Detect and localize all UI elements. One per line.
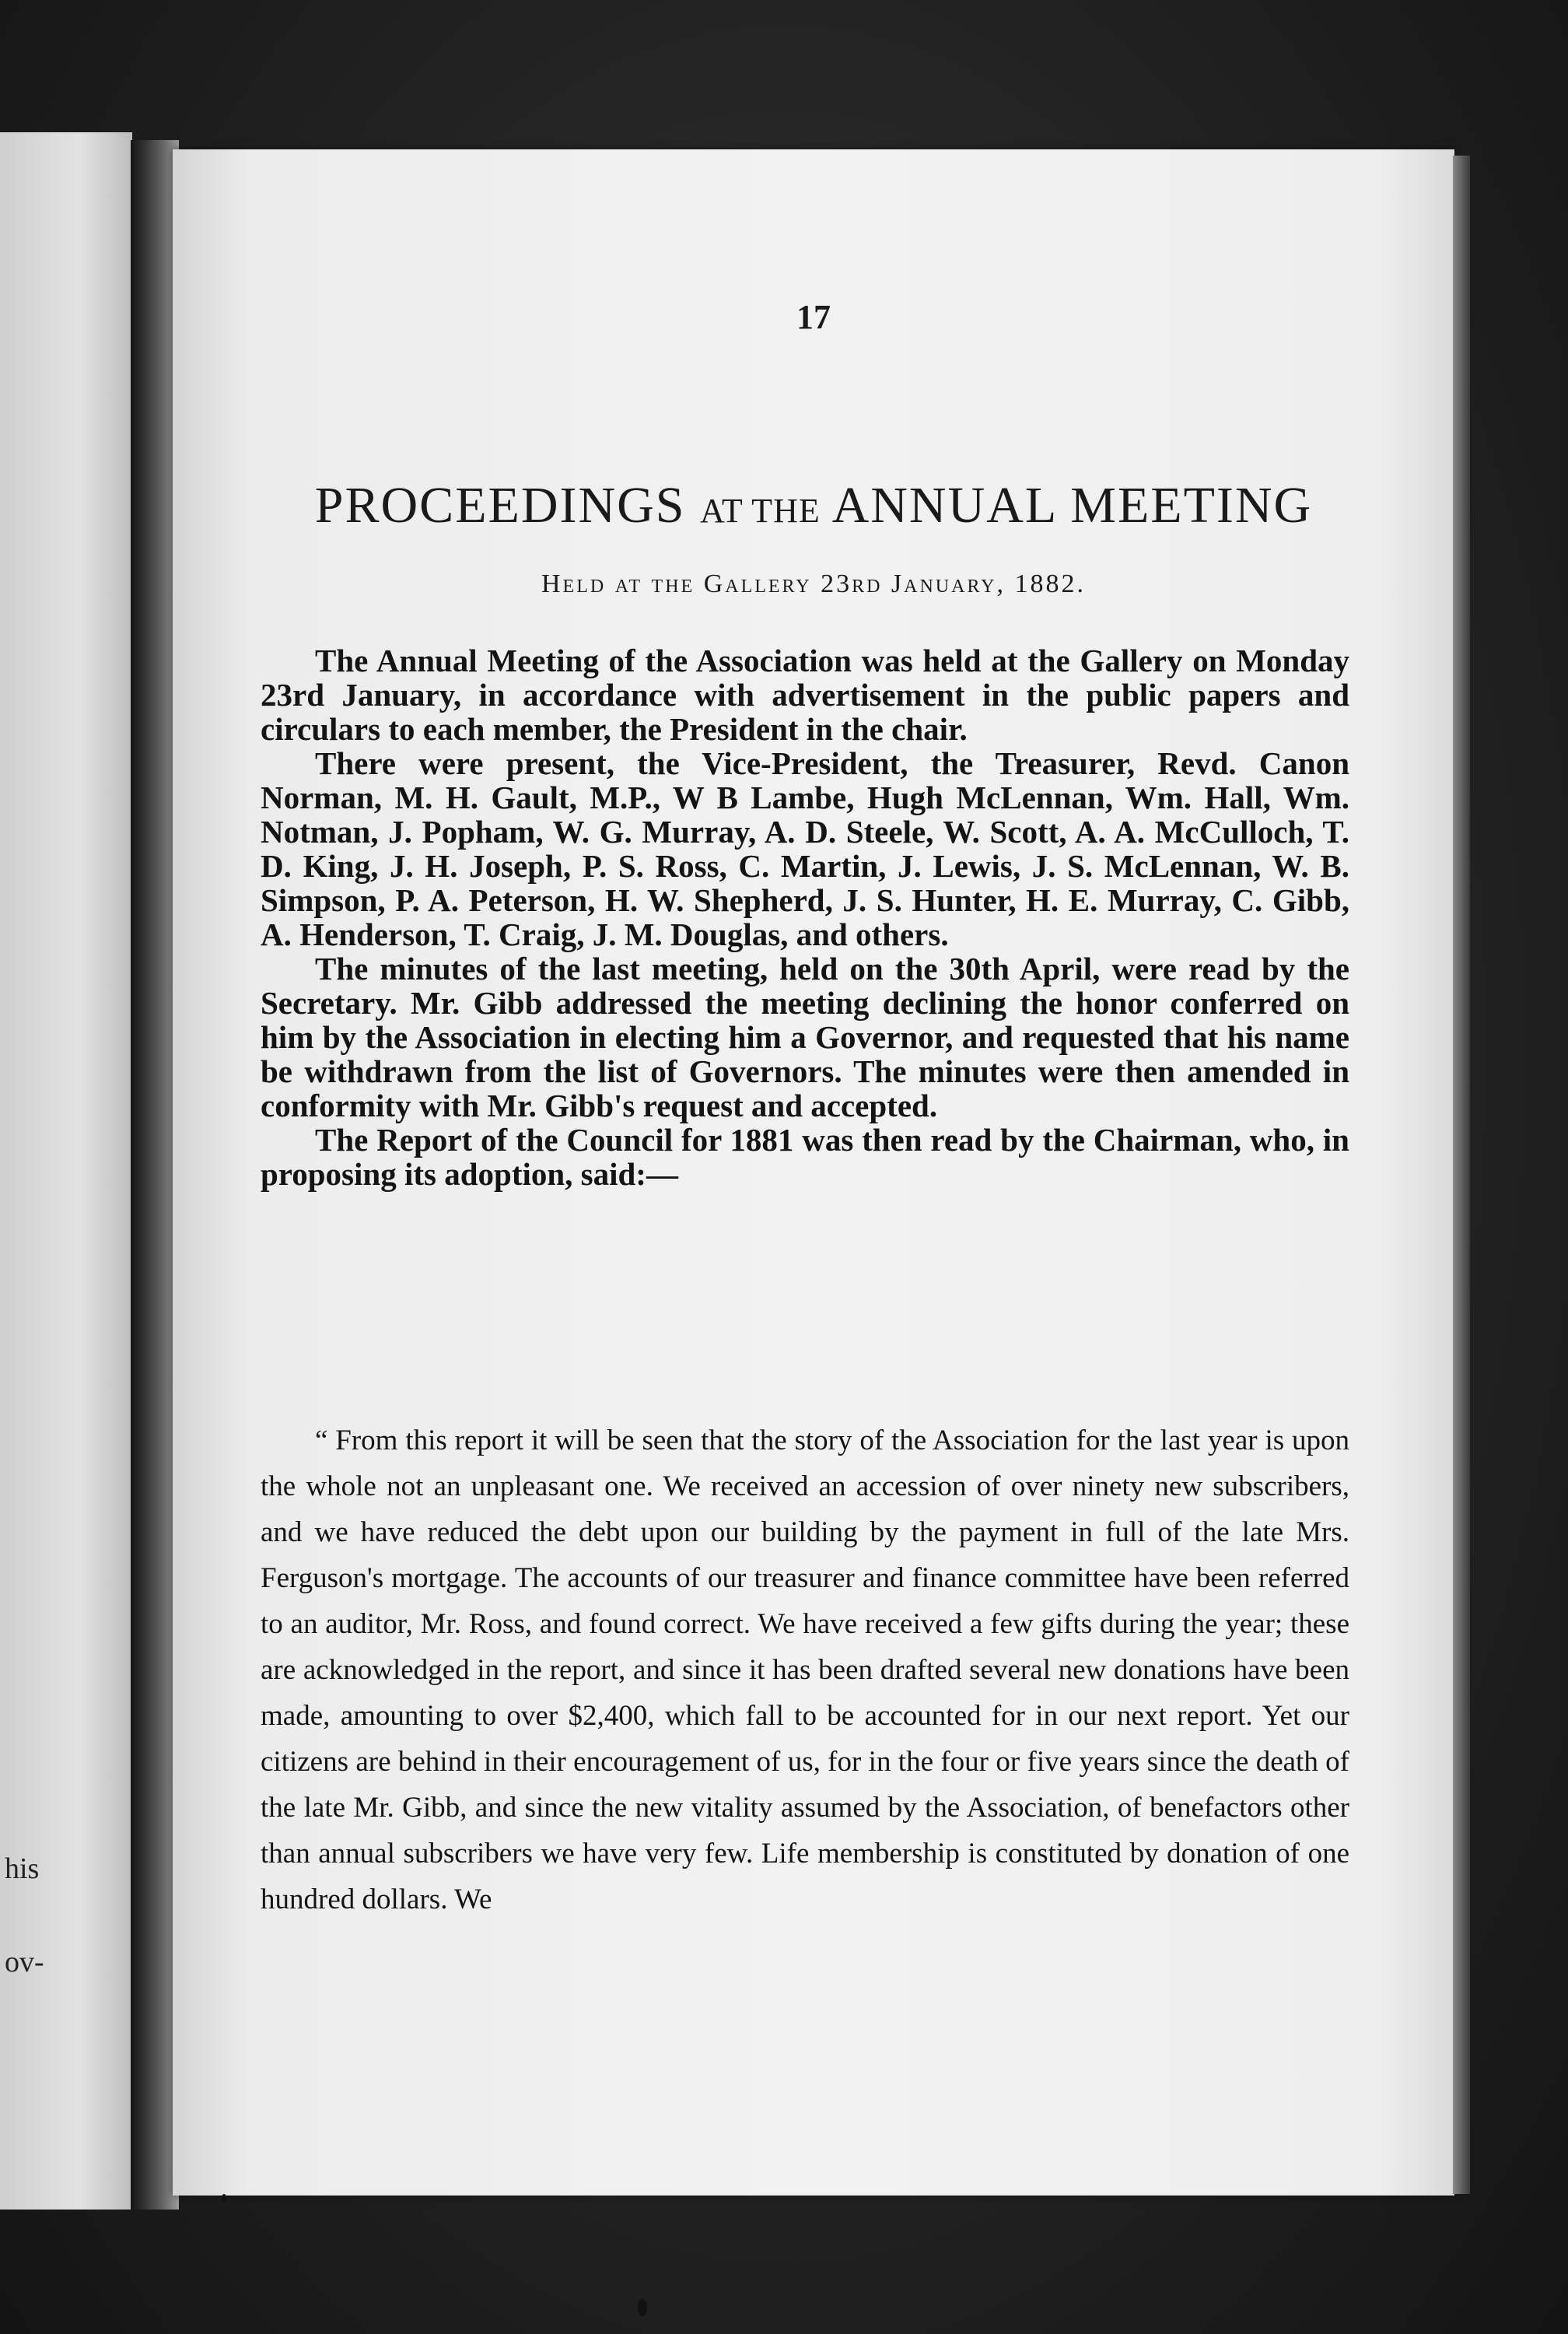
page-number: 17 bbox=[796, 298, 831, 336]
title-part: PROCEEDINGS bbox=[314, 477, 686, 534]
dust-speck bbox=[222, 2194, 226, 2202]
paragraph: The Report of the Council for 1881 was then read by the Chairman, who, in proposing its adoption, said:— bbox=[261, 1122, 1349, 1192]
page-title bbox=[173, 476, 1454, 535]
page-edge-shadow bbox=[1453, 156, 1470, 2194]
body-text bbox=[261, 643, 1349, 1191]
title-part: ANNUAL MEETING bbox=[831, 477, 1313, 534]
book-spine bbox=[131, 140, 179, 2210]
left-page-fragment: his bbox=[5, 1852, 40, 1885]
dust-speck bbox=[638, 2299, 647, 2316]
quoted-speech bbox=[261, 1418, 1349, 1922]
paragraph: There were present, the Vice-President, the Treasurer, Revd. Canon Norman, M. H. Gault, M.P., W B Lambe, Hugh McLennan, Wm. Hall, Wm. Notman, J. Popham, W. G. Murray, A. D. Steele, W. Scott, A. A. McCulloch, T. D. King, J. H. Joseph, P. S. Ross, C. Martin, J. Lewis, J. S. McLennan, W. B. Simpson, P. A. Peterson, H. W. Shepherd, J. S. Hunter, H. E. Murray, C. Gibb, A. Henderson, T. Craig, J. M. Douglas, and others. bbox=[261, 745, 1349, 952]
page-subtitle: Held at the Gallery 23rd January, 1882. bbox=[541, 569, 1086, 598]
left-facing-page bbox=[0, 132, 132, 2210]
left-page-fragment: ov- bbox=[5, 1946, 44, 1978]
quote-paragraph: “ From this report it will be seen that the story of the Association for the last year is upon the whole not an unpleasant one. We received an accession of over ninety new subscribers, and we have reduced the debt upon our building by the payment in full of the late Mrs. Ferguson's mortgage. The accounts of our treasurer and finance committee have been referred to an auditor, Mr. Ross, and found correct. We have received a few gifts during the year; these are acknowledged in the report, and since it has been drafted several new donations have been made, amounting to over $2,400, which fall to be accounted for in our next report. Yet our citizens are behind in their encouragement of us, for in the four or five years since the death of the late Mr. Gibb, and since the new vitality assumed by the Association, of benefactors other than annual subscribers we have very few. Life membership is constituted by donation of one hundred dollars. We bbox=[261, 1425, 1349, 1915]
title-part: AT THE bbox=[700, 492, 821, 530]
paragraph: The minutes of the last meeting, held on the 30th April, were read by the Secretary. Mr. Gibb addressed the meeting declining the honor conferred on him by the Association in electing him a Governor, and requested that his name be withdrawn from the list of Governors. The minutes were then amended in conformity with Mr. Gibb's request and accepted. bbox=[261, 951, 1349, 1123]
document-page bbox=[173, 149, 1454, 2196]
paragraph: The Annual Meeting of the Association was held at the Gallery on Monday 23rd January, in accordance with advertisement in the public papers and circulars to each member, the President in the chair. bbox=[261, 643, 1349, 747]
